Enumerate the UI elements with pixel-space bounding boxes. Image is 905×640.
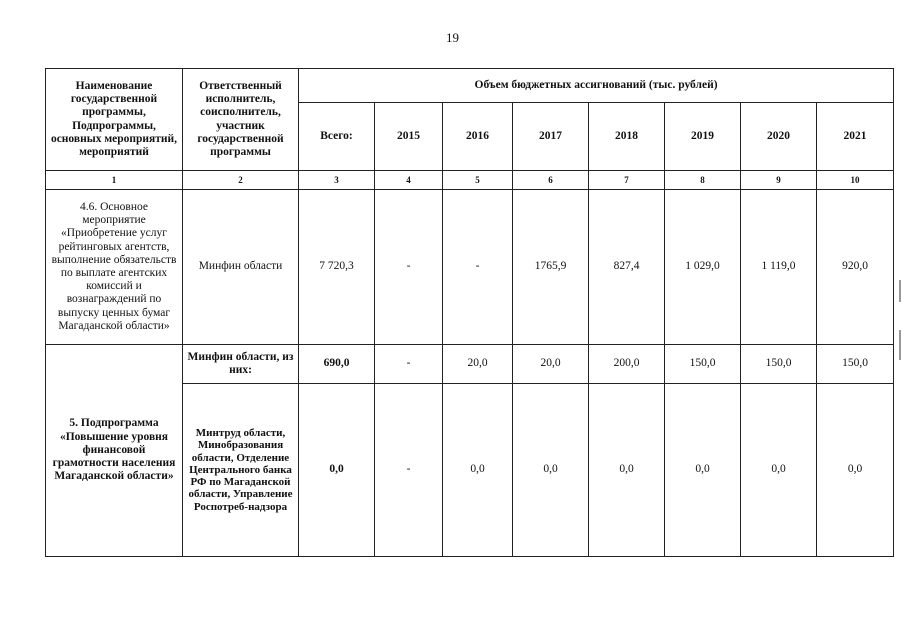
scan-artifact xyxy=(899,330,901,360)
value-2020: 0,0 xyxy=(741,384,817,557)
scan-artifact xyxy=(899,280,901,302)
column-number: 8 xyxy=(665,171,741,190)
column-number: 10 xyxy=(817,171,894,190)
value-2019: 1 029,0 xyxy=(665,190,741,345)
subprogram-name: 5. Подпрограмма «Повышение уровня финансовой грамотности населения Магаданской области» xyxy=(46,345,183,557)
value-2021: 150,0 xyxy=(817,345,894,384)
value-2018: 200,0 xyxy=(589,345,665,384)
header-year: 2016 xyxy=(443,103,513,171)
column-number: 6 xyxy=(513,171,589,190)
header-year: 2020 xyxy=(741,103,817,171)
value-total: 690,0 xyxy=(299,345,375,384)
column-number: 3 xyxy=(299,171,375,190)
table-row-event-4-6 xyxy=(46,190,894,345)
header-year: Всего: xyxy=(299,103,375,171)
column-number-row xyxy=(46,171,894,190)
value-total: 7 720,3 xyxy=(299,190,375,345)
value-2018: 827,4 xyxy=(589,190,665,345)
header-row-main xyxy=(46,69,894,103)
value-2017: 20,0 xyxy=(513,345,589,384)
header-year: 2019 xyxy=(665,103,741,171)
column-number: 7 xyxy=(589,171,665,190)
event-name: 4.6. Основное мероприятие «Приобретение услуг рейтинговых агентств, выполнение обязательств по выплате агентских комиссий и вознаграждений по выпуску ценных бумаг Магаданской области» xyxy=(46,190,183,345)
value-2021: 920,0 xyxy=(817,190,894,345)
value-2015: - xyxy=(375,190,443,345)
column-number: 9 xyxy=(741,171,817,190)
column-number: 4 xyxy=(375,171,443,190)
header-year: 2021 xyxy=(817,103,894,171)
value-total: 0,0 xyxy=(299,384,375,557)
value-2015: - xyxy=(375,345,443,384)
event-executor: Минфин области xyxy=(183,190,299,345)
column-number: 5 xyxy=(443,171,513,190)
value-2019: 150,0 xyxy=(665,345,741,384)
page-number: 19 xyxy=(446,30,459,45)
value-2019: 0,0 xyxy=(665,384,741,557)
header-year: 2018 xyxy=(589,103,665,171)
header-executor: Ответственный исполнитель, соисполнитель, участник государственной программы xyxy=(183,69,299,171)
value-2018: 0,0 xyxy=(589,384,665,557)
value-2015: - xyxy=(375,384,443,557)
value-2016: 20,0 xyxy=(443,345,513,384)
budget-table xyxy=(45,68,894,557)
header-program: Наименование государственной программы, Подпрограммы, основных мероприятий, мероприятий xyxy=(46,69,183,171)
value-2020: 150,0 xyxy=(741,345,817,384)
subprogram-executor-1: Минфин области, из них: xyxy=(183,345,299,384)
value-2017: 0,0 xyxy=(513,384,589,557)
value-2021: 0,0 xyxy=(817,384,894,557)
table-row-subprogram-5-line-1 xyxy=(46,345,894,384)
header-year: 2015 xyxy=(375,103,443,171)
value-2020: 1 119,0 xyxy=(741,190,817,345)
header-year: 2017 xyxy=(513,103,589,171)
value-2016: 0,0 xyxy=(443,384,513,557)
value-2017: 1765,9 xyxy=(513,190,589,345)
subprogram-executor-2: Минтруд области, Минобразования области, Отделение Центрального банка РФ по Магаданской области, Управление Роспотреб-надзора xyxy=(183,384,299,557)
column-number: 2 xyxy=(183,171,299,190)
column-number: 1 xyxy=(46,171,183,190)
header-budget: Объем бюджетных ассигнований (тыс. рублей) xyxy=(299,69,894,103)
value-2016: - xyxy=(443,190,513,345)
